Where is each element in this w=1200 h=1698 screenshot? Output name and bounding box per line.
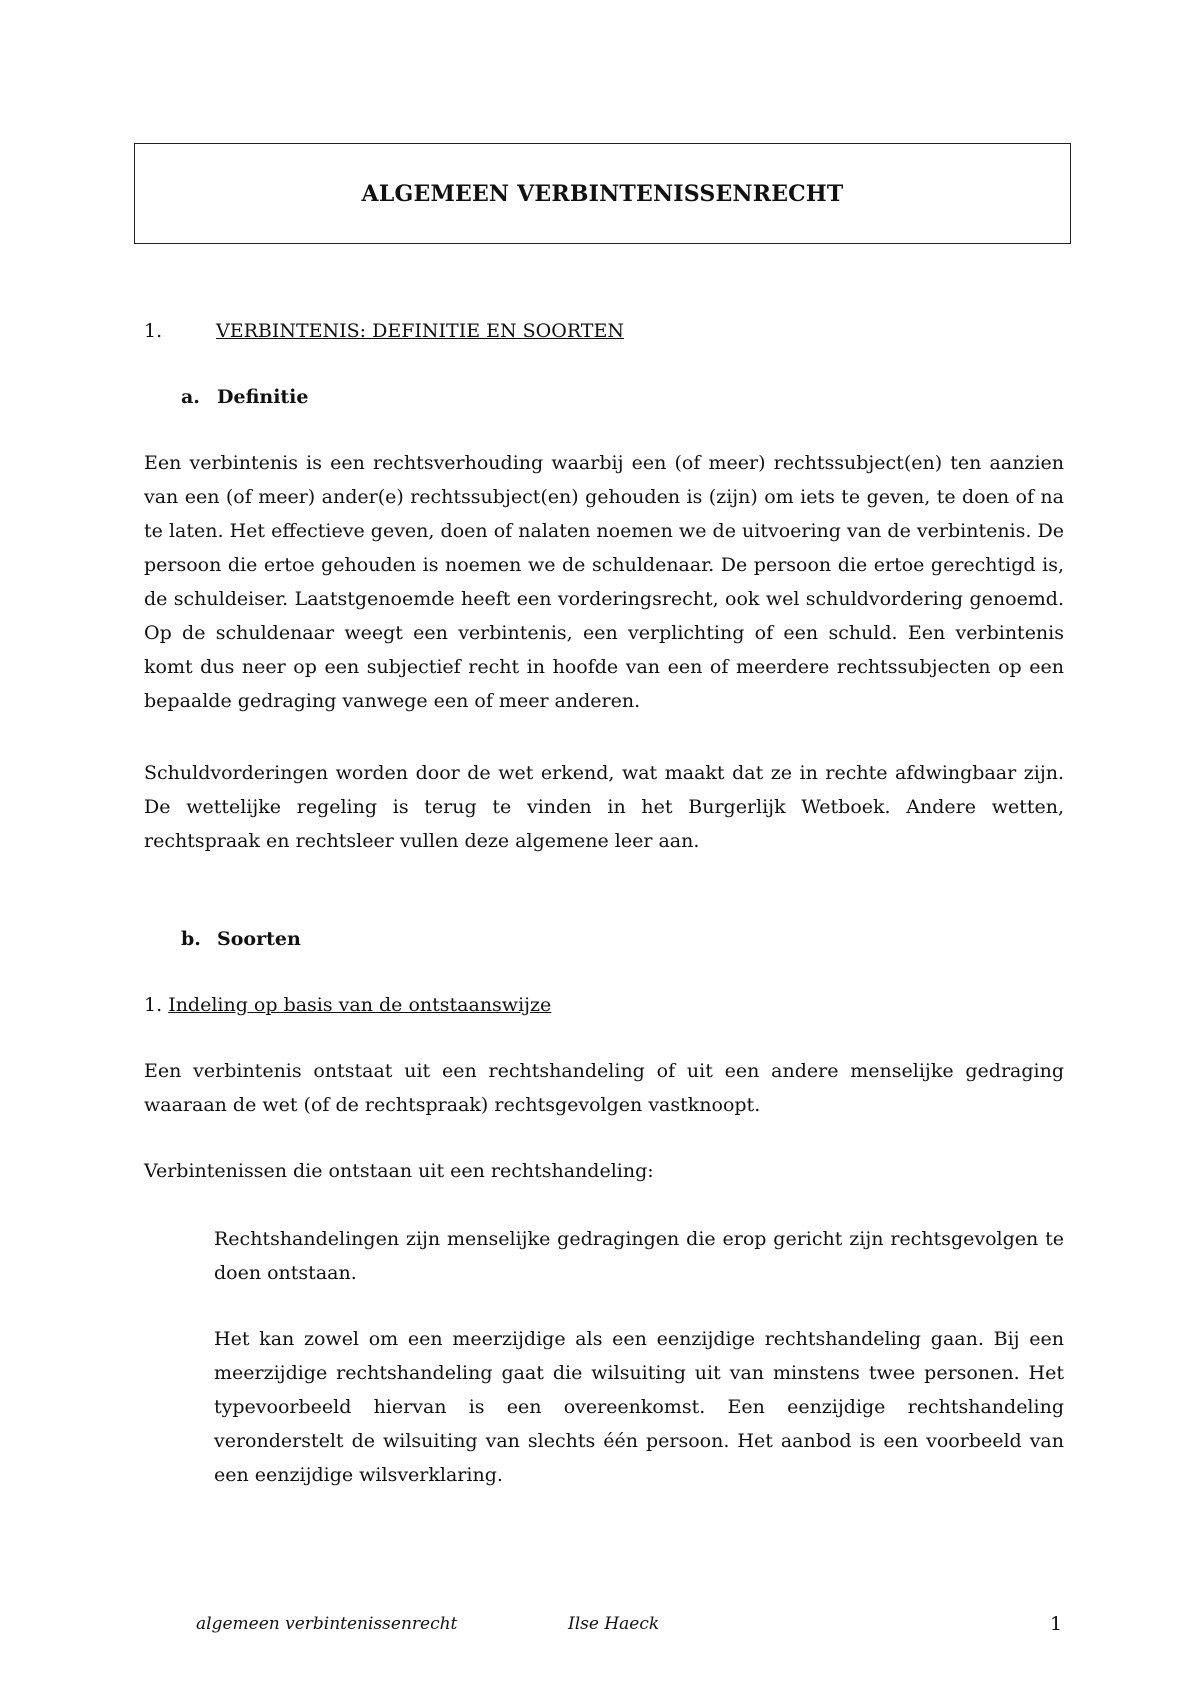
indented-paragraph-2: Het kan zowel om een meerzijdige als een eenzijdige rechtshandeling gaan. Bij een meerzijdige rechtshandeling gaat die wilsuiting uit van minstens twee personen. Het typevoorbeeld hiervan is een overeenkomst. Een eenzijdige rechtshandeling veronderstelt de wilsuiting van slechts één persoon. Het aanbod is een voorbeeld van een eenzijdige wilsverklaring. [214, 1328, 1064, 1486]
subheading-label: Soorten [217, 928, 301, 950]
definitie-paragraph-1: Een verbintenis is een rechtsverhouding waarbij een (of meer) rechtssubject(en) ten aanzien van een (of meer) ander(e) rechtssubject(en) gehouden is (zijn) om iets te geven, te doen of na te laten. Het effectieve geven, doen of nalaten noemen we de uitvoering van de verbintenis. De persoon die ertoe gehouden is noemen we de schuldenaar. De persoon die ertoe gerechtigd is, de schuldeiser. Laatstgenoemde heeft een vorderingsrecht, ook wel schuldvordering genoemd. Op de schuldenaar weegt een verbintenis, een verplichting of een schuld. Een verbintenis komt dus neer op een subjectief recht in hoofde van een of meerdere rechtssubjecten op een bepaalde gedraging vanwege een of meer anderen. [144, 452, 1064, 712]
subheading-label: Definitie [217, 386, 309, 408]
subheading-soorten [181, 922, 301, 956]
subheading-letter: a. [181, 386, 200, 408]
section-number: 1. [144, 320, 163, 342]
soorten-paragraph-1: Een verbintenis ontstaat uit een rechtshandeling of uit een andere menselijke gedraging waaraan de wet (of de rechtspraak) rechtsgevolgen vastknoopt. [144, 1060, 1064, 1116]
subheading-letter: b. [181, 928, 201, 950]
indeling-label: Indeling op basis van de ontstaanswijze [168, 994, 552, 1016]
subheading-definitie [181, 380, 309, 414]
indeling-heading [144, 988, 1064, 1022]
title-box [134, 143, 1071, 244]
footer-page-number: 1 [1050, 1613, 1063, 1635]
definitie-paragraph-2: Schuldvorderingen worden door de wet erkend, wat maakt dat ze in rechte afdwingbaar zijn. De wettelijke regeling is terug te vinden in het Burgerlijk Wetboek. Andere wetten, rechtspraak en rechtsleer vullen deze algemene leer aan. [144, 762, 1064, 852]
section-title: VERBINTENIS: DEFINITIE EN SOORTEN [216, 320, 624, 342]
document-title: ALGEMEEN VERBINTENISSENRECHT [361, 180, 844, 207]
soorten-paragraph-2: Verbintenissen die ontstaan uit een rechtshandeling: [144, 1160, 654, 1182]
indeling-number: 1. [144, 994, 163, 1016]
section-heading-1 [144, 314, 624, 348]
indented-paragraph-1: Rechtshandelingen zijn menselijke gedragingen die erop gericht zijn rechtsgevolgen te doen ontstaan. [214, 1228, 1064, 1284]
footer-document-name: algemeen verbintenissenrecht [196, 1614, 458, 1634]
footer-author: Ilse Haeck [568, 1614, 660, 1634]
